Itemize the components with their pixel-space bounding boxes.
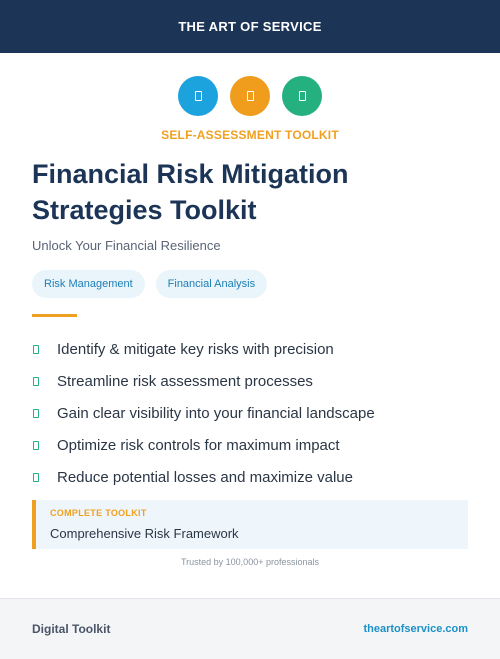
list-item bbox=[32, 333, 375, 365]
check-icon bbox=[33, 377, 39, 386]
callout-label: COMPLETE TOOLKIT bbox=[50, 508, 147, 518]
document-icon bbox=[230, 76, 270, 116]
check-icon bbox=[33, 473, 39, 482]
check-icon bbox=[33, 409, 39, 418]
page-title: Financial Risk Mitigation Strategies Toolkit bbox=[32, 159, 349, 225]
icon-row bbox=[0, 76, 500, 116]
list-item bbox=[32, 461, 375, 493]
website-link[interactable]: theartofservice.com bbox=[363, 623, 468, 635]
document-icon bbox=[282, 76, 322, 116]
check-icon bbox=[33, 345, 39, 354]
tag-list bbox=[32, 270, 267, 298]
footer-bar bbox=[0, 598, 500, 659]
list-item bbox=[32, 429, 375, 461]
brand-name: THE ART OF SERVICE bbox=[178, 19, 322, 34]
header-bar bbox=[0, 0, 500, 53]
feature-text: Reduce potential losses and maximize value bbox=[57, 468, 353, 486]
feature-text: Gain clear visibility into your financial landscape bbox=[57, 404, 375, 422]
check-icon bbox=[33, 441, 39, 450]
tag-risk-management[interactable]: Risk Management bbox=[32, 270, 145, 298]
callout-value: Comprehensive Risk Framework bbox=[50, 526, 239, 541]
accent-divider bbox=[32, 314, 77, 317]
footer-label: Digital Toolkit bbox=[32, 622, 111, 636]
toolkit-callout bbox=[32, 500, 468, 549]
document-icon bbox=[178, 76, 218, 116]
subtitle: Unlock Your Financial Resilience bbox=[32, 238, 221, 253]
feature-text: Optimize risk controls for maximum impact bbox=[57, 436, 340, 454]
list-item bbox=[32, 397, 375, 429]
kicker-label: SELF-ASSESSMENT TOOLKIT bbox=[161, 128, 339, 142]
trust-note: Trusted by 100,000+ professionals bbox=[180, 557, 319, 567]
tag-financial-analysis[interactable]: Financial Analysis bbox=[156, 270, 267, 298]
list-item bbox=[32, 365, 375, 397]
feature-list bbox=[32, 333, 375, 493]
feature-text: Streamline risk assessment processes bbox=[57, 372, 313, 390]
feature-text: Identify & mitigate key risks with precision bbox=[57, 340, 334, 358]
